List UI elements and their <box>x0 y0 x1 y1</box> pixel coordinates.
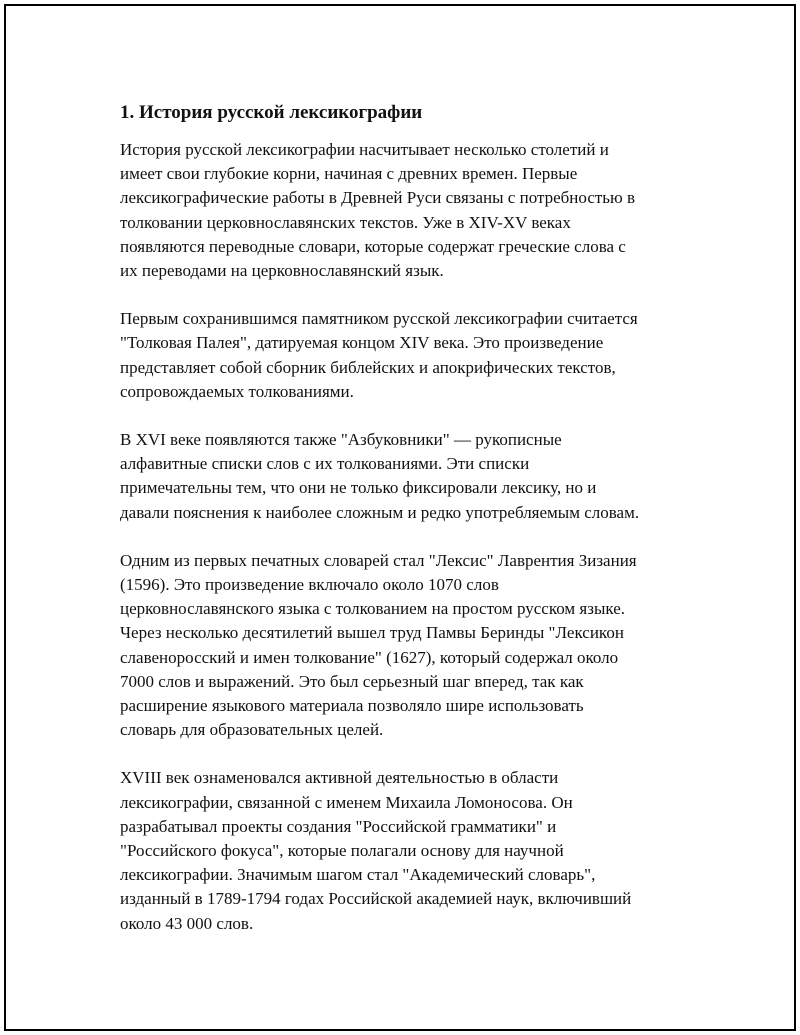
paragraph-azbukovniki: В XVI веке появляются также "Азбуковники" — рукописные алфавитные списки слов с их толкованиями. Эти списки примечательны тем, что они не только фиксировали лексику, но и давали пояснения к наиболее сложным и редко употребляемым словам. <box>120 430 640 522</box>
paragraph-tolkovaya-paleya: Первым сохранившимся памятником русской лексикографии считается "Толковая Палея", датируемая концом XIV века. Это произведение представляет собой сборник библейских и апокрифических текстов, сопровождаемых толкованиями. <box>120 309 638 401</box>
paragraph-history-intro: История русской лексикографии насчитывает несколько столетий и имеет свои глубокие корни, начиная с древних времен. Первые лексикографические работы в Древней Руси связаны с потребностью в толковании церковнославянских текстов. Уже в XIV-XV веках появляются переводные словари, которые содержат греческие слова с их переводами на церковнославянский язык. <box>120 140 636 281</box>
paragraph-xviii-century: XVIII век ознаменовался активной деятельностью в области лексикографии, связанной с именем Михаила Ломоносова. Он разрабатывал проекты создания "Российской грамматики" и "Российского фокуса", которые полагали основу для научной лексикографии. Значимым шагом стал "Академический словарь", изданный в 1789-1794 годах Российской академией наук, включивший около 43 000 слов. <box>120 768 632 933</box>
paragraph-first-printed-dictionaries: Одним из первых печатных словарей стал "Лексис" Лаврентия Зизания (1596). Это произведение включало около 1070 слов церковнославянского языка с толкованием на простом русском языке. Через несколько десятилетий вышел труд Памвы Беринды "Лексикон славеноросский и имен толкование" (1627), который содержал около 7000 слов и выражений. Это был серьезный шаг вперед, так как расширение языкового материала позволяло шире использовать словарь для образовательных целей. <box>120 550 637 740</box>
page-frame <box>4 4 796 1031</box>
document-body <box>120 100 700 960</box>
section-title: 1. История русской лексикографии <box>120 102 423 123</box>
